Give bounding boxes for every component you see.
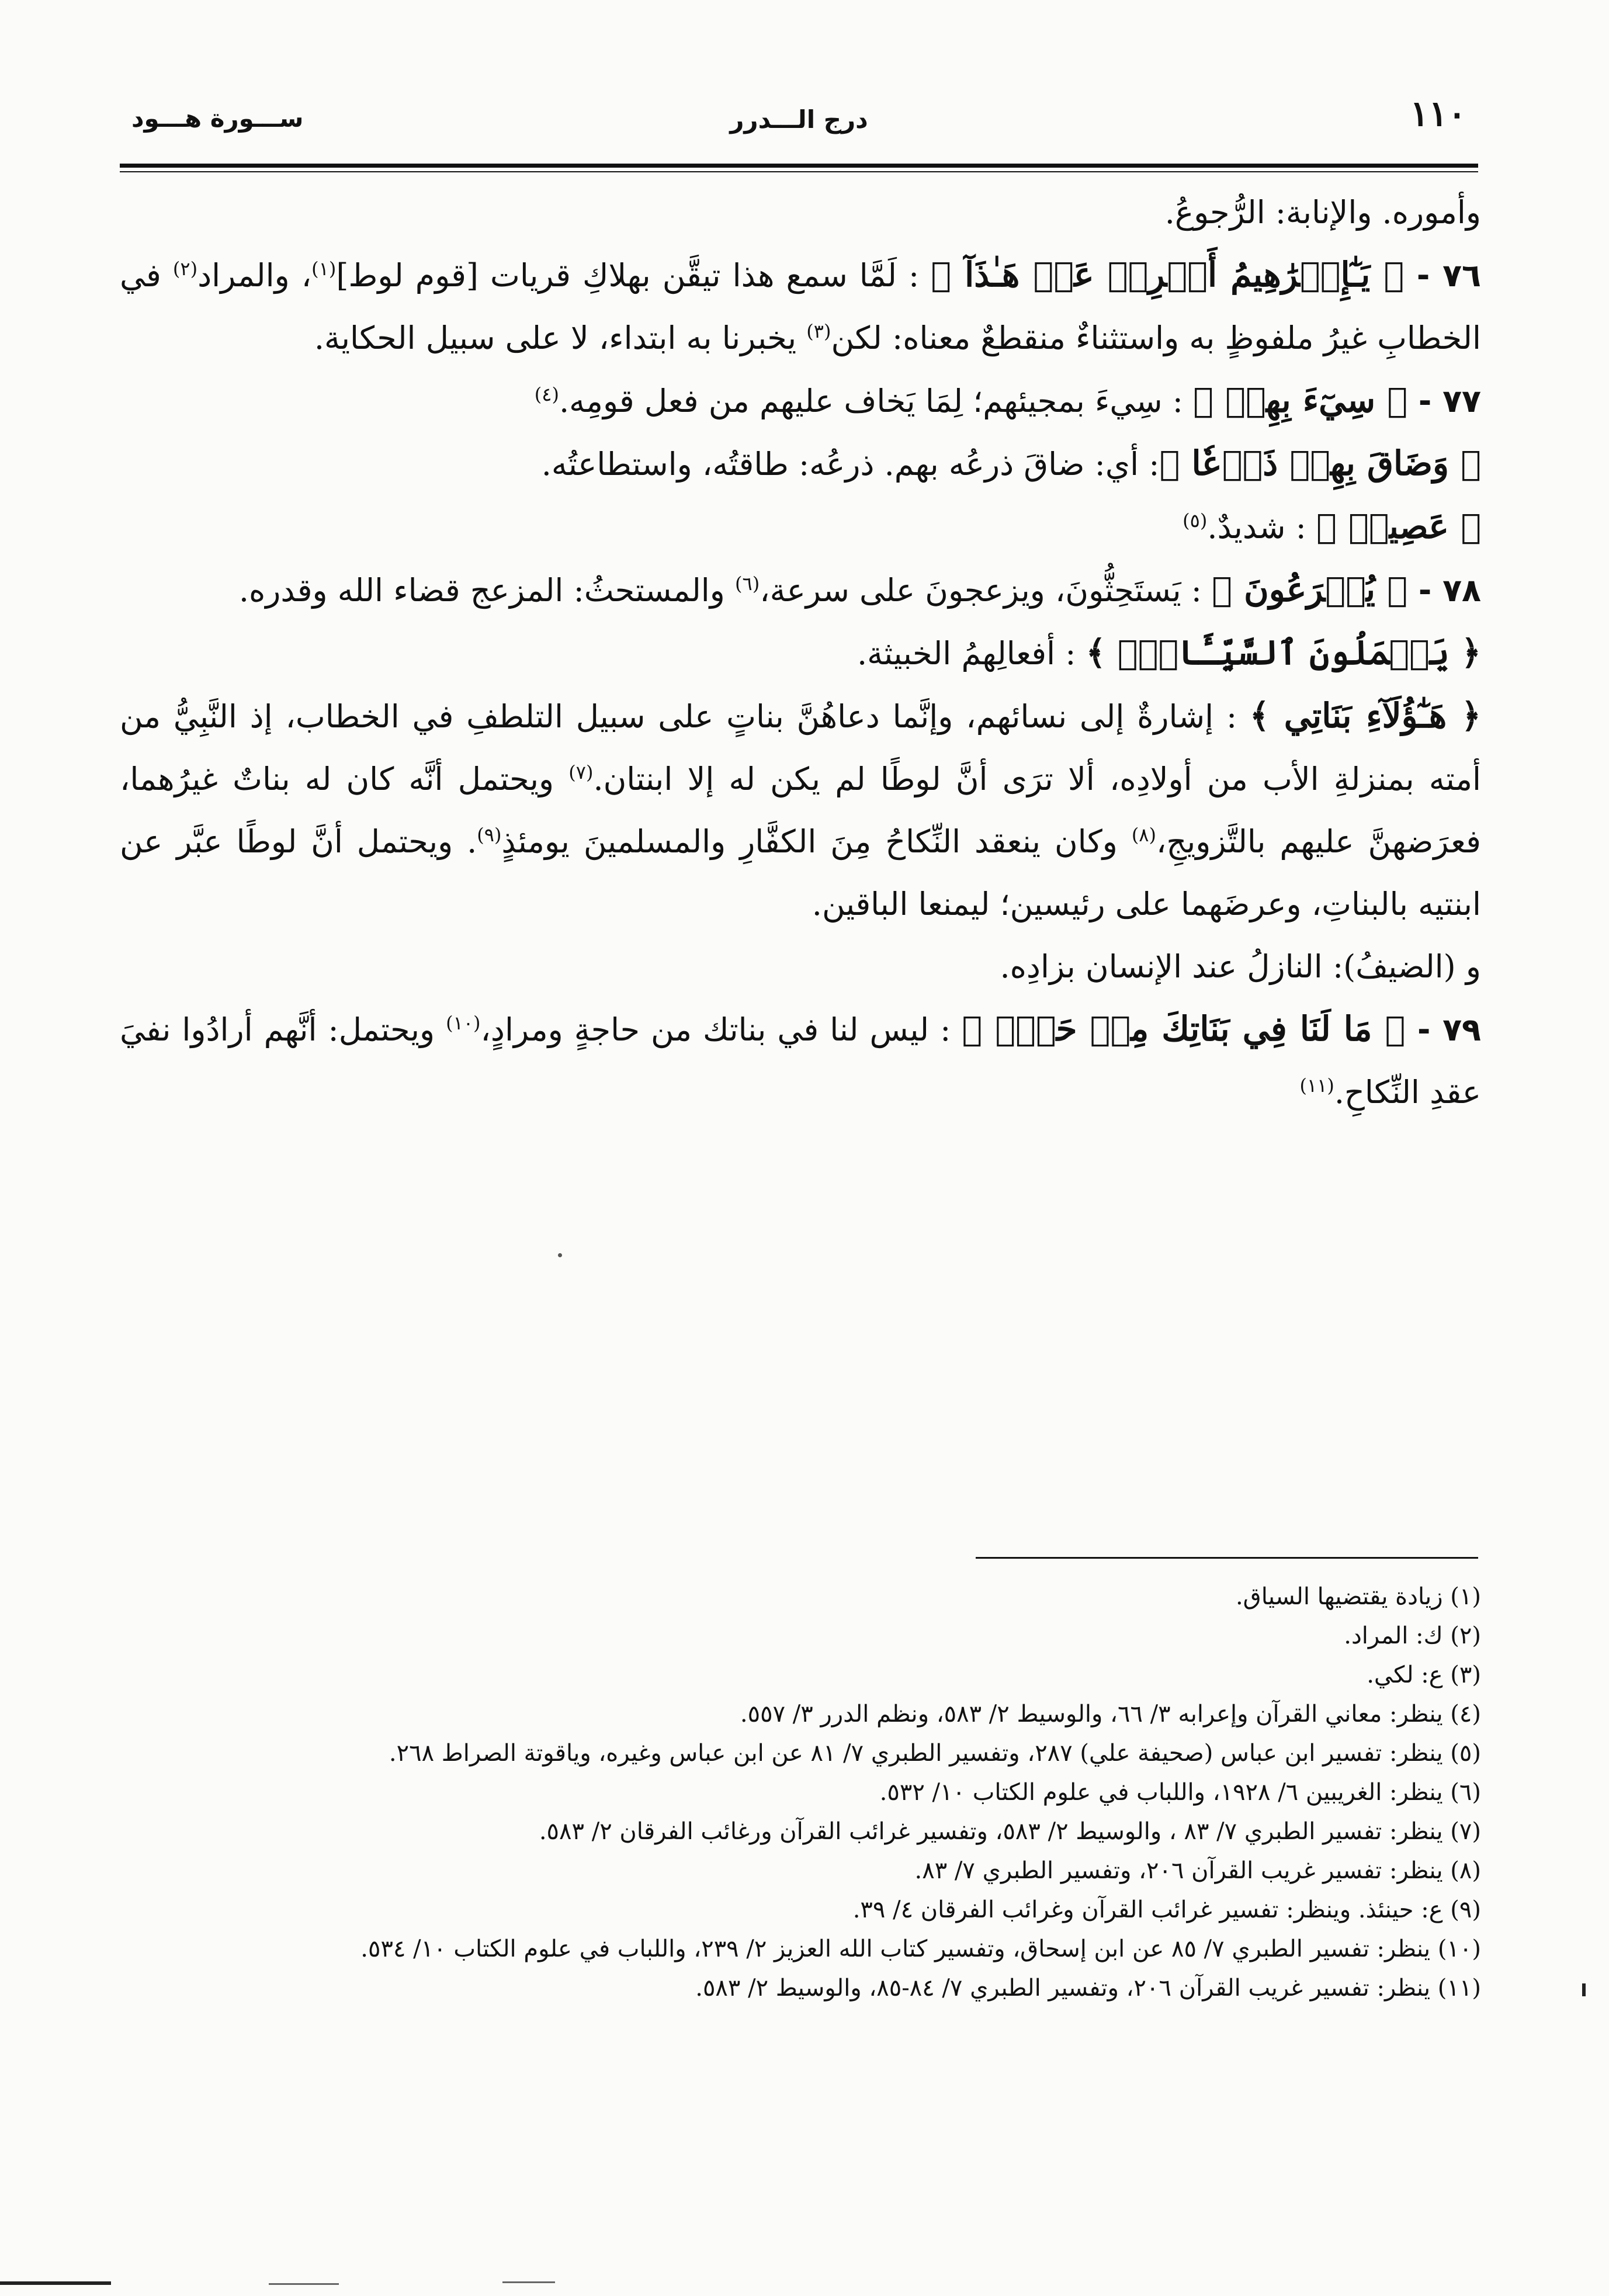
footnote-ref: (٥): [1183, 509, 1208, 532]
header-rule-thick: [120, 164, 1478, 168]
footnotes: [120, 1577, 1481, 2008]
footnote-item: (٢) ك: المراد.: [1344, 1622, 1481, 1649]
text-run: : إشارةٌ إلى نسائهم، وإنَّما دعاهُنَّ بناتٍ على سبيل التلطفِ في الخطاب، إذ النَّبِيُّ من أمته بمنزلةِ الأب من أولادِه، ألا ترَى أنَّ لوطًا لم يكن له إلا ابنتان.: [120, 698, 1481, 797]
quran-verse: ﴿ هَـٰٓؤُلَآءِ بَنَاتِي ﴾: [1249, 696, 1481, 736]
footnote-item: (٨) ينظر: تفسير غريب القرآن ٢٠٦، وتفسير الطبري ٧/ ٨٣.: [914, 1857, 1481, 1884]
paragraph-verse-77b: [120, 432, 1481, 495]
text-run: ، والمراد: [197, 257, 312, 294]
text-run: وأموره. والإنابة: الرُّجوعُ.: [1164, 194, 1481, 231]
text-run: يخبرنا به ابتداء، لا على سبيل الحكاية.: [314, 320, 807, 356]
quran-verse: ﴿ يُهۡرَعُونَ ﴾: [1212, 570, 1408, 609]
scan-mark: [269, 2283, 339, 2285]
text-run: وكان ينعقد النِّكاحُ مِنَ الكفَّارِ والمسلمينَ يومئذٍ: [501, 823, 1132, 860]
quran-verse: ﴿ وَضَاقَ بِهِمۡ ذَرۡعٗا ﴾: [1159, 443, 1481, 483]
main-text: [120, 181, 1481, 1123]
paragraph-1: [120, 181, 1481, 244]
book-title: درج الـــدرر: [730, 105, 868, 134]
text-run: : شديدٌ.: [1207, 509, 1316, 546]
footnote-ref: (٦): [735, 573, 760, 595]
text-run: والمستحثُ: المزعج قضاء الله وقدره.: [238, 572, 736, 609]
text-run: : أي: ضاقَ ذرعُه بهم. ذرعُه: طاقتُه، واستطاعتُه.: [541, 446, 1160, 483]
text-run: : يَستَحِثُّونَ، ويزعجونَ على سرعة،: [760, 572, 1212, 609]
header-rule-thin: [120, 171, 1478, 172]
paragraph-verse-79: [120, 998, 1481, 1123]
footnote-item: (٦) ينظر: الغريبين ٦/ ١٩٢٨، واللباب في علوم الكتاب ١٠/ ٥٣٢.: [879, 1779, 1481, 1806]
footnote-item: (٥) ينظر: تفسير ابن عباس (صحيفة علي) ٢٨٧، وتفسير الطبري ٧/ ٨١ عن ابن عباس وغيره، وياقوتة الصراط ٢٦٨.: [389, 1740, 1481, 1767]
footnote-ref: (٨): [1131, 824, 1156, 846]
paragraph-verse-78c: [120, 685, 1481, 935]
page-header: [120, 88, 1478, 146]
footnote-item: (٩) ع: حينئذ. وينظر: تفسير غرائب القرآن وغرائب الفرقان ٤/ ٣٩.: [852, 1896, 1481, 1923]
scan-mark: [502, 2281, 555, 2283]
footnote-item: (١) زيادة يقتضيها السياق.: [1235, 1583, 1481, 1610]
footnote-ref: (١٠): [446, 1012, 481, 1034]
quran-verse: ﴿ مَا لَنَا فِي بَنَاتِكَ مِنۡ حَقّٖ ﴾: [962, 1009, 1406, 1049]
text-run: ويحتمل: أنَّهم أرادُوا نفيَ عقدِ النِّكاحِ.: [120, 1011, 1481, 1111]
quran-verse: ﴿ يَـٰٓإِبۡرَٰهِيمُ أَعۡرِضۡ عَنۡ هَـٰذَآ ﴾: [931, 255, 1405, 294]
footnote-ref: (٣): [806, 320, 831, 342]
paragraph-guest: [120, 935, 1481, 998]
paragraph-verse-78b: [120, 622, 1481, 685]
text-run: : لَمَّا سمع هذا تيقَّن بهلاكِ قريات [قوم لوط]: [336, 257, 931, 294]
text-run: . ويحتمل أنَّ لوطًا عبَّر عن ابنتيه بالبناتِ، وعرضَهما على رئيسين؛ ليمنعا الباقين.: [120, 823, 1481, 922]
paragraph-verse-77: [120, 369, 1481, 432]
quran-verse: ﴿ عَصِيبٞ ﴾: [1316, 507, 1481, 546]
footnote-ref: (٩): [477, 824, 502, 846]
text-run: : سِيءَ بمجيئهم؛ لِمَا يَخاف عليهم من فعل قومِه.: [559, 383, 1194, 419]
scan-mark: [558, 1253, 562, 1257]
footnote-ref: (٢): [172, 258, 198, 280]
footnote-ref: (١): [311, 258, 337, 280]
text-run: في الخطابِ غيرُ ملفوظٍ به واستثناءٌ منقطعٌ معناه: لكن: [120, 257, 1481, 356]
verse-number: ٧٦ -: [1404, 257, 1481, 294]
footnote-ref: (٧): [568, 761, 594, 783]
page-number: ١١٠: [1410, 93, 1466, 134]
paragraph-verse-77c: [120, 495, 1481, 559]
scan-mark: [1582, 1983, 1586, 1996]
text-run: : ليس لنا في بناتك من حاجةٍ ومرادٍ،: [480, 1011, 962, 1048]
paragraph-verse-78: [120, 559, 1481, 622]
text-run: : أفعالِهمُ الخبيثة.: [856, 635, 1086, 672]
footnote-separator: [976, 1557, 1478, 1559]
verse-number: ٧٩ -: [1405, 1011, 1482, 1048]
text-run: و (الضيفُ): النازلُ عند الإنسان بزادِه.: [1000, 948, 1481, 985]
quran-verse: ﴿ يَعۡمَلُونَ ٱلسَّيِّـَٔاتِۚ ﴾: [1086, 633, 1481, 672]
footnote-item: (١١) ينظر: تفسير غريب القرآن ٢٠٦، وتفسير الطبري ٧/ ٨٤-٨٥، والوسيط ٢/ ٥٨٣.: [695, 1975, 1481, 2002]
footnote-item: (٣) ع: لكي.: [1367, 1662, 1481, 1688]
footnote-item: (١٠) ينظر: تفسير الطبري ٧/ ٨٥ عن ابن إسحاق، وتفسير كتاب الله العزيز ٢/ ٢٣٩، واللباب في علوم الكتاب ١٠/ ٥٣٤.: [360, 1936, 1481, 1962]
quran-verse: ﴿ سِيٓءَ بِهِمۡ ﴾: [1193, 380, 1408, 420]
text-run: ويحتمل أنَّه كان له بناتٌ غيرُهما، فعرَضهنَّ عليهم بالتَّزويجِ،: [120, 761, 1481, 860]
verse-number: ٧٧ -: [1407, 383, 1481, 419]
paragraph-verse-76: [120, 244, 1481, 369]
surah-title: ســـورة هـــود: [131, 104, 304, 133]
footnote-ref: (١١): [1299, 1074, 1334, 1097]
footnote-ref: (٤): [534, 383, 559, 405]
footnote-item: (٤) ينظر: معاني القرآن وإعرابه ٣/ ٦٦، والوسيط ٢/ ٥٨٣، ونظم الدرر ٣/ ٥٥٧.: [740, 1701, 1481, 1728]
footnote-item: (٧) ينظر: تفسير الطبري ٧/ ٨٣ ، والوسيط ٢/ ٥٨٣، وتفسير غرائب القرآن ورغائب الفرقان ٢/ ٥٨٣.: [539, 1818, 1481, 1845]
scan-mark: [0, 2281, 111, 2285]
verse-number: ٧٨ -: [1407, 572, 1481, 609]
